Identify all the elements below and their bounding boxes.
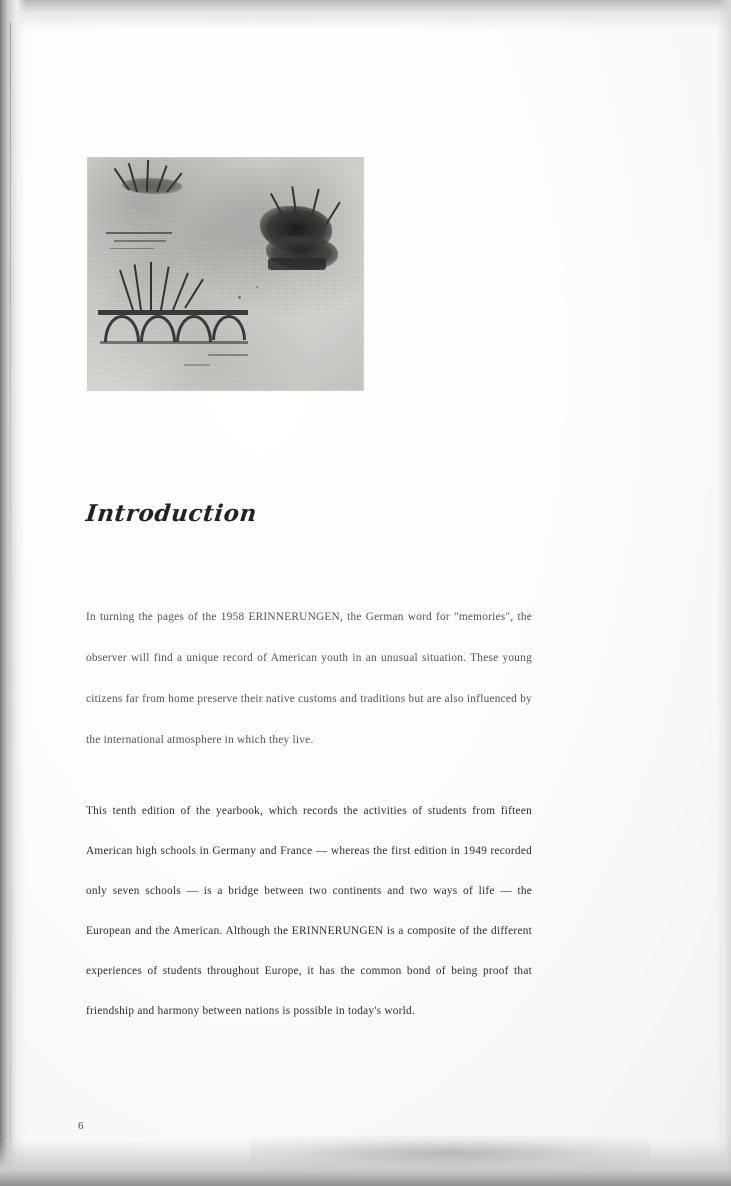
reed-icon bbox=[150, 262, 152, 310]
paragraph-2: This tenth edition of the yearbook, which records the activities of students from fifteen American high schools in Germany and France — whereas the first edition in 1949 recorded only seven schools — is a bridge between two continents and two ways of life — the European and the American. Although the ERINNERUNGEN is a composite of the different experiences of students throughout Europe, it has the common bond of being proof that friendship and harmony between nations is possible in today's world. bbox=[86, 805, 532, 1017]
paragraph-1: In turning the pages of the 1958 ERINNERUNGEN, the German word for "memories", the observer will find a unique record of American youth in an unusual situation. These young citizens far from home preserve their native customs and traditions but are also influenced by the international atmosphere in which they live. bbox=[86, 611, 532, 746]
ink-speck bbox=[256, 286, 258, 288]
ink-stroke bbox=[110, 248, 154, 249]
ink-speck bbox=[238, 296, 241, 299]
page-title bbox=[85, 500, 259, 527]
bridge-base-icon bbox=[100, 341, 248, 344]
page-number: 6 bbox=[78, 1120, 84, 1132]
body-text bbox=[86, 597, 532, 1061]
page-title-text: Introduction bbox=[84, 500, 259, 527]
tree-base-icon bbox=[268, 258, 326, 270]
ink-stroke bbox=[114, 240, 166, 242]
water-stroke bbox=[208, 354, 248, 356]
water-stroke bbox=[184, 364, 210, 366]
ink-stroke bbox=[106, 232, 172, 234]
illustration-photo bbox=[88, 158, 363, 390]
